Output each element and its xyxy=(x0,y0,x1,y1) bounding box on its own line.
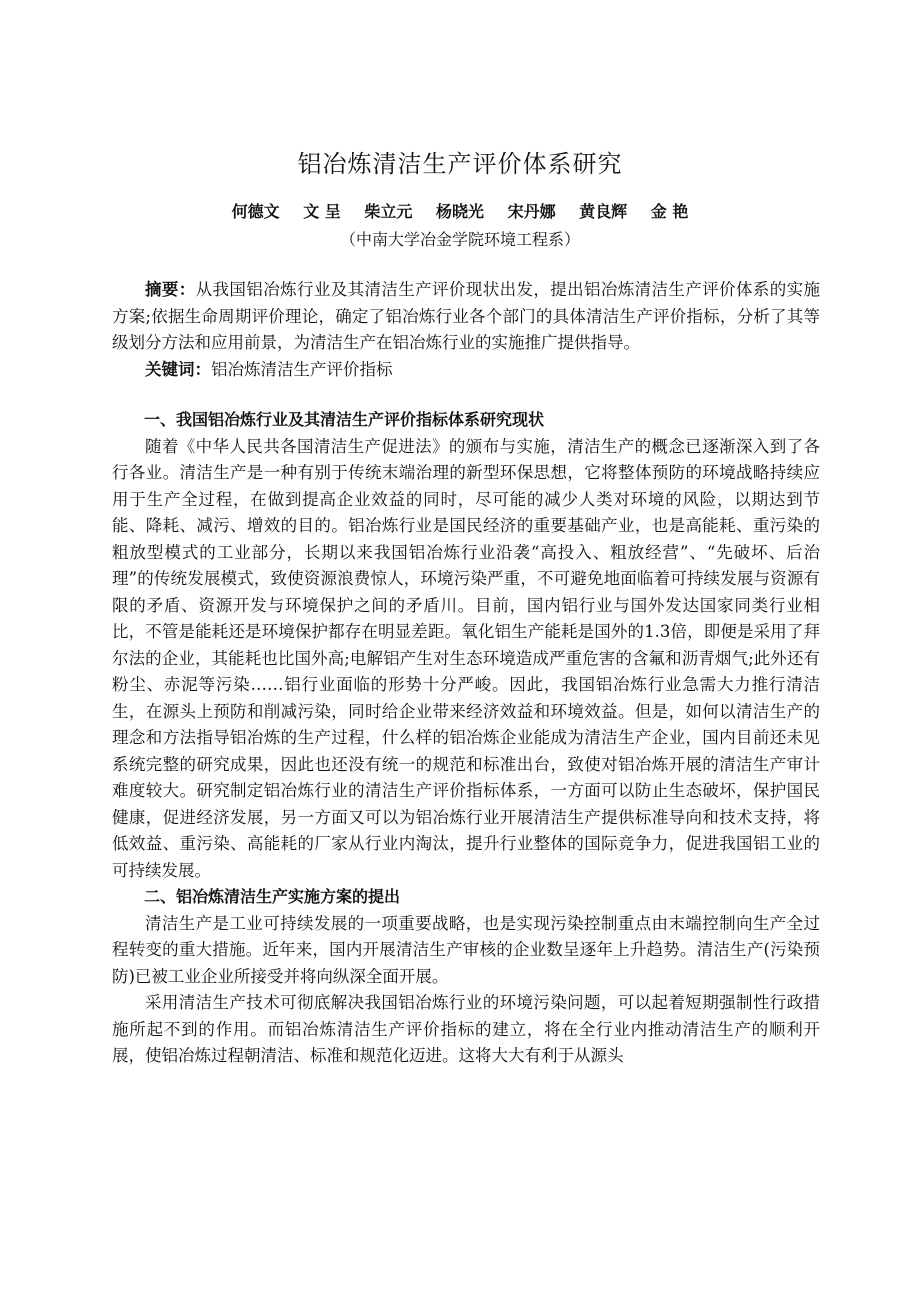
section-1-paragraph: 随着《中华人民共各国清洁生产促进法》的颁布与实施，清洁生产的概念已逐渐深入到了各行各业。清洁生产是一种有别于传统末端治理的新型环保思想，它将整体预防的环境战略持续应用于生产全过程，在做到提高企业效益的同时，尽可能的减少人类对环境的风险，以期达到节能、降耗、减污、增效的目的。铝冶炼行业是国民经济的重要基础产业，也是高能耗、重污染的粗放型模式的工业部分，长期以来我国铝冶炼行业沿袭“高投入、粗放经营”、“先破坏、后治理”的传统发展模式，致使资源浪费惊人，环境污染严重，不可避免地面临着可持续发展与资源有限的矛盾、资源开发与环境保护之间的矛盾川。目前，国内铝行业与国外发达国家同类行业相比，不管是能耗还是环境保护都存在明显差距。氧化铝生产能耗是国外的1.3倍，即便是采用了拜尔法的企业，其能耗也比国外高;电解铝产生对生态环境造成严重危害的含氟和沥青烟气;此外还有粉尘、赤泥等污染……铝行业面临的形势十分严峻。因此，我国铝冶炼行业急需大力推行清洁生，在源头上预防和削减污染，同时给企业带来经济效益和环境效益。但是，如何以清洁生产的理念和方法指导铝冶炼的生产过程，什么样的铝冶炼企业能成为清洁生产企业，国内目前还未见系统完整的研究成果，因此也还没有统一的规范和标准出台，致使对铝冶炼开展的清洁生产审计难度较大。研究制定铝冶炼行业的清洁生产评价指标体系，一方面可以防止生态破坏，保护国民健康，促进经济发展，另一方面又可以为铝冶炼行业开展清洁生产提供标准导向和技术支持，将低效益、重污染、高能耗的厂家从行业内淘汰，提升行业整体的国际竞争力，促进我国铝工业的可持续发展。 xyxy=(112,436,820,880)
author-list xyxy=(0,200,920,224)
author-name: 文 呈 xyxy=(303,202,341,221)
paper-title: 铝冶炼清洁生产评价体系研究 xyxy=(297,150,623,178)
abstract-label: 摘要： xyxy=(145,280,196,299)
section-1-heading: 一、我国铝冶炼行业及其清洁生产评价指标体系研究现状 xyxy=(144,410,545,429)
abstract xyxy=(112,277,820,357)
paper-body xyxy=(112,277,820,1070)
author-name: 金 艳 xyxy=(650,202,689,221)
abstract-text: 从我国铝冶炼行业及其清洁生产评价现状出发，提出铝冶炼清洁生产评价体系的实施方案;依据生命周期评价理论，确定了铝冶炼行业各个部门的具体清洁生产评价指标，分析了其等级划分方法和应用前景，为清洁生产在铝冶炼行业的实施推广提供指导。 xyxy=(112,280,821,352)
keywords xyxy=(112,357,820,384)
affiliation: （中南大学冶金学院环境工程系） xyxy=(339,230,580,249)
author-name: 柴立元 xyxy=(364,202,413,221)
section-2-paragraph-2: 采用清洁生产技术可彻底解决我国铝冶炼行业的环境污染问题，可以起着短期强制性行政措施所起不到的作用。而铝冶炼清洁生产评价指标的建立，将在全行业内推动清洁生产的顺利开展，使铝冶炼过程朝清洁、标准和规范化迈进。这将大大有利于从源头 xyxy=(112,993,820,1065)
keywords-label: 关键词： xyxy=(145,359,211,379)
author-name: 宋丹娜 xyxy=(507,202,556,221)
section-2-paragraph-1: 清洁生产是工业可持续发展的一项重要战略，也是实现污染控制重点由末端控制向生产全过程转变的重大措施。近年来，国内开展清洁生产审核的企业数呈逐年上升趋势。清洁生产(污染预防)已被工业企业所接受并将向纵深全面开展。 xyxy=(112,913,820,986)
spacer xyxy=(112,383,820,407)
keywords-text: 铝冶炼清洁生产评价指标 xyxy=(211,359,393,379)
author-name: 杨晓光 xyxy=(435,202,484,221)
author-name: 黄良辉 xyxy=(579,202,628,221)
author-name: 何德文 xyxy=(231,202,280,221)
section-2-heading: 二、铝冶炼清洁生产实施方案的提出 xyxy=(144,887,401,906)
